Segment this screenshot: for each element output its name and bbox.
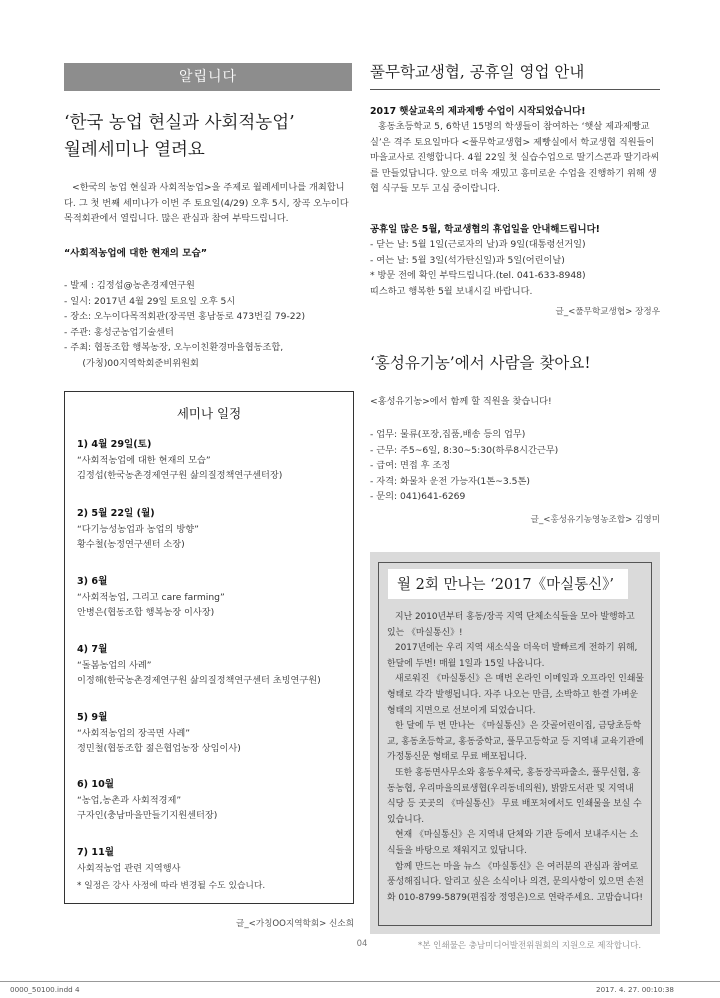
schedule-date: 2) 5월 22일 (월) — [77, 508, 155, 519]
schedule-date: 4) 7월 — [77, 644, 108, 655]
schedule-topic: “사회적농업에 대한 현재의 모습” — [77, 454, 211, 466]
coop-article-title: 풀무학교생협, 공휴일 영업 안내 — [370, 63, 585, 81]
schedule-item — [77, 574, 347, 621]
schedule-item — [77, 845, 347, 876]
schedule-date: 5) 9월 — [77, 712, 108, 723]
maeul-paragraph: 2017년에는 우리 지역 새소식을 더욱더 발빠르게 전하기 위해, 한달에 두번! 매월 1일과 15일 나옵니다. — [387, 643, 638, 669]
schedule-topic: “사회적농업, 그리고 care farming” — [77, 591, 225, 603]
schedule-item — [77, 506, 347, 553]
seminar-subhead: “사회적농업에 대한 현재의 모습” — [64, 248, 208, 259]
info-item: - 주최: 협동조합 행복농장, 오누이친환경마을협동조합, — [64, 342, 284, 354]
schedule-speaker: 황수철(농정연구센터 소장) — [77, 539, 185, 551]
schedule-item — [77, 710, 347, 757]
schedule-speaker: 정민철(협동조합 젊은협업농장 상임이사) — [77, 743, 241, 755]
schedule-topic: “농업,농촌과 사회적경제” — [77, 794, 182, 806]
hiring-detail-list — [370, 427, 662, 505]
schedule-topic: “다기능성농업과 농업의 방향” — [77, 523, 199, 535]
holiday-item: - 닫는 날: 5월 1일(근로자의 날)과 9일(대통령선거일) — [370, 239, 586, 250]
coop-subhead-holiday: 공휴일 많은 5월, 학교생협의 휴업일을 안내해드립니다! — [370, 224, 600, 235]
maeul-paragraph: 한 달에 두 번 만나는 《마실통신》은 갓골어린이집, 금당초등학교, 홍동초등학교, 홍동중학교, 풀무고등학교 등 지역내 교육기관에 가정통신문 형태로 무료 배포됩니다. — [387, 721, 644, 763]
seminar-credit: 글_<가칭OO지역학회> 신소희 — [236, 919, 354, 929]
hiring-credit: 글_<홍성유기농영농조합> 김영미 — [530, 515, 660, 525]
file-slug: 0000_50100.indd 4 — [10, 985, 80, 994]
coop-subhead-baking: 2017 햇살교육의 제과제빵 수업이 시작되었습니다! — [370, 106, 586, 117]
hiring-item: - 자격: 화물차 운전 가능자(1톤~3.5톤) — [370, 475, 530, 487]
notice-banner: 알립니다 — [64, 63, 352, 91]
print-timestamp: 2017. 4. 27. 00:10:38 — [596, 985, 674, 994]
coop-paragraph: 홍동초등학교 5, 6학년 15명의 학생들이 참여하는 ‘햇살 제과제빵교실’은 격주 토요일마다 <풀무학교생협> 제빵실에서 학교생협 직원들이 마을교사로 진행합니다. 4월 22일 첫 실습수업으로 딸기스콘과 딸기라씨를 만들었답니다. 앞으로 더욱 재밌고 흥미로운 수업을 진행하기 위해 생협 식구들 모두 고심 중이랍니다. — [370, 121, 660, 195]
schedule-topic: 사회적농업 관련 지역행사 — [77, 862, 181, 874]
schedule-topic: “사회적농업의 장곡면 사례” — [77, 727, 190, 739]
schedule-note: * 일정은 강사 사정에 따라 변경될 수도 있습니다. — [77, 881, 266, 891]
schedule-speaker: 구자인(충남마을만들기지원센터장) — [77, 810, 218, 822]
info-item: - 일시: 2017년 4월 29일 토요일 오후 5시 — [64, 295, 236, 307]
schedule-topic: “돌봄농업의 사례” — [77, 659, 152, 671]
seminar-title — [64, 110, 354, 164]
schedule-date: 3) 6월 — [77, 576, 108, 587]
schedule-date: 7) 11월 — [77, 847, 115, 858]
info-item: - 발제 : 김정섭@농촌경제연구원 — [64, 280, 195, 291]
info-item: - 장소: 오누이다목적회관(장곡면 홍남동로 473번길 79-22) — [64, 311, 306, 323]
title-divider — [370, 89, 660, 90]
schedule-item — [77, 777, 347, 824]
maeul-paragraph: 지난 2010년부터 홍동/장곡 지역 단체소식들을 모아 발행하고 있는 《마실통신》! — [387, 612, 635, 638]
sponsor-footnote: *본 인쇄물은 충남미디어발전위원회의 지원으로 제작합니다. — [418, 941, 642, 951]
coop-holiday-list — [370, 237, 662, 299]
hiring-intro: <홍성유기농>에서 함께 할 직원을 찾습니다! — [370, 396, 552, 407]
page-number: 04 — [356, 939, 368, 949]
schedule-box — [64, 391, 354, 904]
schedule-item — [77, 437, 347, 484]
coop-credit: 글_<풀무학교생협> 장정우 — [555, 307, 660, 317]
schedule-title: 세미나 일정 — [176, 406, 242, 421]
schedule-item — [77, 642, 347, 689]
maeul-body — [387, 610, 645, 906]
hiring-article-title: ‘홍성유기농’에서 사람을 찾아요! — [370, 354, 591, 372]
seminar-info-list — [64, 278, 354, 372]
holiday-item: - 여는 날: 5월 3일(석가탄신일)과 5일(어린이날) — [370, 254, 565, 266]
maeul-title: 월 2회 만나는 ‘2017《마실통신》’ — [397, 577, 614, 593]
hiring-item: - 업무: 물류(포장,집품,배송 등의 업무) — [370, 429, 526, 440]
seminar-title-line1: ‘한국 농업 현실과 사회적농업’ — [64, 113, 295, 133]
seminar-intro: <한국의 농업 현실과 사회적농업>을 주제로 월례세미나를 개최합니다. 그 첫 번째 세미나가 이번 주 토요일(4/29) 오후 5시, 장곡 오누이다목적회관에서 열립니다. 많은 관심과 참여 부탁드립니다. — [64, 182, 349, 225]
schedule-date: 6) 10월 — [77, 779, 115, 790]
maeul-paragraph: 현재 《마실통신》은 지역내 단체와 기관 등에서 보내주시는 소식들을 바탕으로 채워지고 있답니다. — [387, 830, 639, 856]
schedule-date: 1) 4월 29일(토) — [77, 439, 152, 450]
maeul-inner-frame — [378, 562, 652, 926]
schedule-speaker: 김정섭(한국농촌경제연구원 삶의질정책연구센터장) — [77, 470, 283, 482]
hiring-item: - 근무: 주5~6일, 8:30~5:30(하루8시간근무) — [370, 444, 559, 456]
holiday-item: 띠스하고 행복한 5월 보내시길 바랍니다. — [370, 285, 533, 297]
maeul-paragraph: 새로워진 《마실통신》은 매번 온라인 이메일과 오프라인 인쇄물 형태로 각각 발행됩니다. 자주 나오는 만큼, 소박하고 한결 가벼운 형태의 지면으로 선보이게 되었습니다. — [387, 674, 645, 716]
maeul-paragraph: 또한 홍동면사무소와 홍동우체국, 홍동장곡파출소, 풀무신협, 홍동농협, 우리마을의료생협(우리동네의원), 밝맑도서관 및 지역내 식당 등 곳곳의 《마실통신》 무료 배포처에서도 인쇄물을 보실 수 있습니다. — [387, 767, 642, 825]
holiday-item: * 방문 전에 확인 부탁드립니다.(tel. 041-633-8948) — [370, 270, 586, 282]
maeul-paragraph: 함께 만드는 마을 뉴스 《마실통신》은 여러분의 관심과 참여로 풍성해집니다. 알리고 싶은 소식이나 의견, 문의사항이 있으면 손전화 010-8799-5879(편집장 정영은)으로 연락주세요. 고맙습니다! — [387, 861, 644, 903]
hiring-item: - 급여: 면접 후 조정 — [370, 460, 451, 472]
schedule-speaker: 안병은(협동조합 행복농장 이사장) — [77, 607, 215, 619]
info-item: - 주관: 홍성군농업기술센터 — [64, 326, 174, 338]
seminar-title-line2: 월례세미나 열려요 — [64, 140, 205, 160]
info-item: (가칭)00지역학회준비위원회 — [64, 357, 199, 369]
schedule-speaker: 이정해(한국농촌경제연구원 삶의질정책연구센터 초빙연구원) — [77, 675, 321, 687]
maeul-newsletter-box — [370, 552, 660, 934]
page-bottom-rule — [0, 981, 720, 982]
hiring-item: - 문의: 041)641-6269 — [370, 491, 466, 503]
